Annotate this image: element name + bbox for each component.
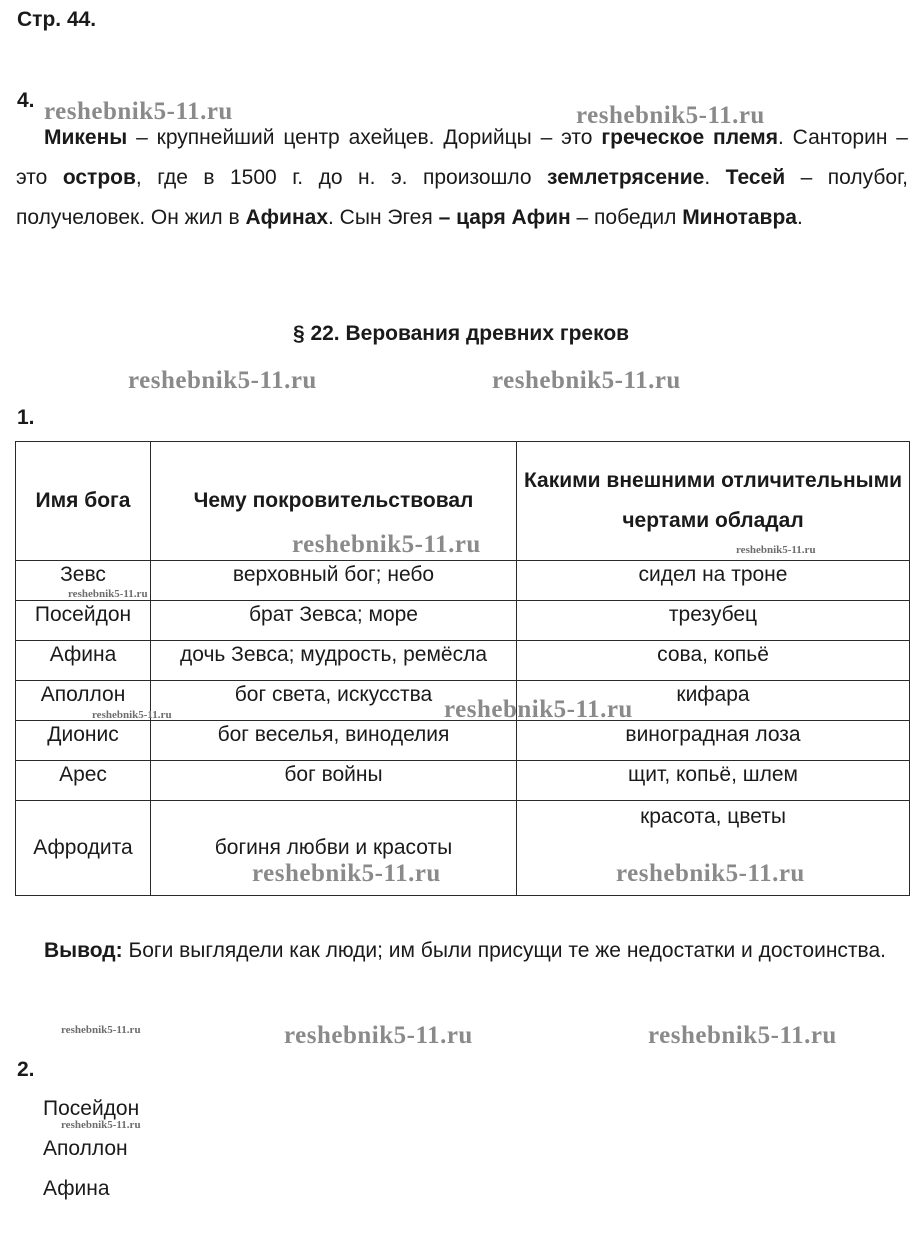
bold-term: греческое племя (601, 126, 778, 149)
bold-term: землетрясение (547, 166, 705, 189)
watermark: reshebnik5-11.ru (128, 367, 317, 394)
list-item: Аполлон (43, 1137, 128, 1160)
gods-table (15, 441, 910, 896)
conclusion-paragraph (16, 931, 908, 971)
table-cell: красота, цветы (517, 801, 910, 896)
table-row (16, 641, 910, 681)
watermark: reshebnik5-11.ru (736, 544, 816, 556)
watermark: reshebnik5-11.ru (284, 1022, 473, 1049)
watermark: reshebnik5-11.ru (576, 102, 765, 129)
table-row (16, 761, 910, 801)
bold-term: Тесей (725, 166, 786, 189)
table-row (16, 721, 910, 761)
table-cell: бог веселья, виноделия (151, 721, 517, 761)
bold-term: остров (62, 166, 136, 189)
table-cell: верховный бог; небо (151, 561, 517, 601)
list-item: Посейдон (43, 1097, 140, 1120)
conclusion-label: Вывод: (44, 939, 123, 962)
list-item: Афина (43, 1177, 110, 1200)
table-cell: дочь Зевса; мудрость, ремёсла (151, 641, 517, 681)
table-cell: богиня любви и красоты (151, 801, 517, 896)
column-header: Чему покровительствовал (151, 442, 517, 561)
watermark: reshebnik5-11.ru (44, 98, 233, 125)
bold-term: Микены (44, 126, 128, 149)
table-row (16, 681, 910, 721)
column-header: Имя бога (16, 442, 151, 561)
bold-term: Афинах (245, 206, 329, 229)
table-row (16, 601, 910, 641)
table-row (16, 561, 910, 601)
watermark: reshebnik5-11.ru (61, 1024, 141, 1036)
table-header-row (16, 442, 910, 561)
table-cell: Аполлон (16, 681, 151, 721)
bold-term: – царя Афин (438, 206, 571, 229)
column-header: Какими внешними отличительными чертами обладал (517, 442, 910, 561)
table-cell: бог света, искусства (151, 681, 517, 721)
section-title: § 22. Верования древних греков (292, 322, 630, 345)
table-cell: брат Зевса; море (151, 601, 517, 641)
task-4-paragraph: Микены – крупнейший центр ахейцев. Дорийцы – это греческое племя. Санторин – это остров, где в 1500 г. до н. э. произошло землетрясение. Тесей – полубог, получеловек. Он жил в Афинах. Сын Эгея – царя Афин – победил Минотавра. (16, 126, 908, 229)
watermark: reshebnik5-11.ru (616, 860, 805, 887)
table-cell: Дионис (16, 721, 151, 761)
task-1-number: 1. (17, 406, 35, 429)
watermark: reshebnik5-11.ru (252, 860, 441, 887)
task-4-number: 4. (17, 89, 35, 112)
watermark: reshebnik5-11.ru (61, 1119, 141, 1131)
watermark: reshebnik5-11.ru (292, 531, 481, 558)
bold-term: Минотавра (682, 206, 797, 229)
table-cell: Афина (16, 641, 151, 681)
watermark: reshebnik5-11.ru (68, 588, 148, 600)
page-number: Стр. 44. (17, 8, 97, 31)
watermark: reshebnik5-11.ru (648, 1022, 837, 1049)
table-cell: щит, копьё, шлем (517, 761, 910, 801)
watermark: reshebnik5-11.ru (444, 696, 633, 723)
table-cell: бог войны (151, 761, 517, 801)
table-cell: трезубец (517, 601, 910, 641)
table-cell: Зевс (16, 561, 151, 601)
watermark: reshebnik5-11.ru (92, 709, 172, 721)
watermark: reshebnik5-11.ru (492, 367, 681, 394)
table-cell: сидел на троне (517, 561, 910, 601)
table-cell: Афродита (16, 801, 151, 896)
conclusion-text: Боги выглядели как люди; им были присущи те же недостатки и достоинства. (122, 939, 886, 962)
table-cell: Арес (16, 761, 151, 801)
table-cell: Посейдон (16, 601, 151, 641)
table-cell: кифара (517, 681, 910, 721)
table-cell: сова, копьё (517, 641, 910, 681)
table-cell: виноградная лоза (517, 721, 910, 761)
task-2-number: 2. (17, 1058, 35, 1081)
table-row (16, 801, 910, 896)
